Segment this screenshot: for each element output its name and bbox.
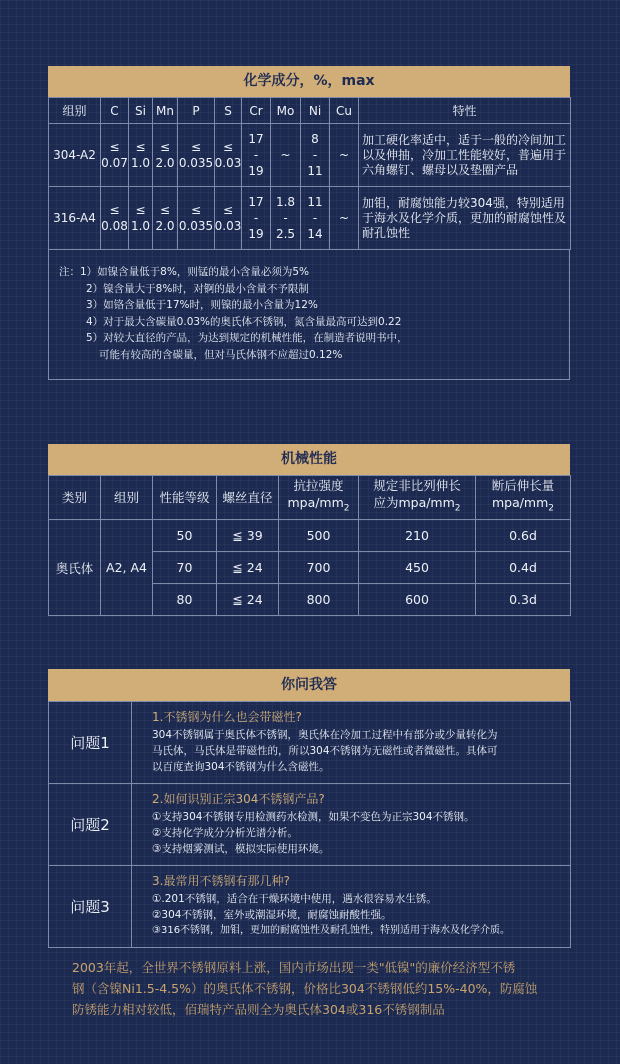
note-line: 5）对较大直径的产品，为达到规定的机械性能，在制造者说明书中，	[86, 332, 408, 344]
mech-header-type: 类别	[49, 476, 101, 520]
chem-val: 8	[311, 132, 319, 146]
mech-grade: 80	[153, 584, 217, 616]
chem-header-row	[49, 98, 571, 124]
mech-dia: ≦ 24	[217, 552, 279, 584]
chem-sym: ≤	[222, 140, 234, 154]
note-line: 注：1）如镍含量低于8%，则锰的最小含量必须为5%	[59, 266, 309, 278]
chem-property: 加钼，耐腐蚀能力较304强，特别适用于海水及化学介质，更加的耐腐蚀性及耐孔蚀性	[359, 187, 571, 250]
chem-sym: ≤	[109, 203, 120, 217]
mech-header-grade: 性能等级	[153, 476, 217, 520]
mech-header-elong: 断后伸长量 mpa/$mm_2$	[476, 476, 571, 520]
chem-val: 0.03	[214, 219, 242, 233]
footer-line: 2003年起，全世界不锈钢原料上涨，国内市场出现一类"低镍"的廉价经济型不锈	[72, 960, 516, 975]
chem-val: 1.8	[275, 195, 296, 209]
chem-sym: ≤	[135, 140, 146, 154]
chem-val: 14	[307, 227, 323, 241]
chem-val: 2.0	[155, 219, 175, 233]
chem-val: 0.03	[214, 156, 242, 170]
chem-sym: ≤	[135, 203, 146, 217]
chem-group: 304-A2	[49, 124, 101, 187]
mech-tensile: 800	[279, 584, 359, 616]
qa-label: 问题1	[49, 702, 132, 784]
footer-line: 钢（含镍Ni1.5-4.5%）的奥氏体不锈钢，价格比304不锈钢低约15%-40%，防腐蚀	[72, 981, 538, 996]
chem-val: 0.08	[101, 219, 128, 233]
qa-answer-line: ②支持化学成分分析光谱分析。	[152, 827, 298, 839]
qa-title: 你问我答	[48, 669, 570, 701]
qa-answer-line: 以百度查询304不锈钢为什么含磁性。	[152, 761, 330, 773]
mech-header-row	[49, 476, 571, 520]
chem-property: 加工硬化率适中，适于一般的冷间加工以及伸抽，冷加工性能较好，普遍用于六角螺钉、螺母以及垫圈产品	[359, 124, 571, 187]
chem-row-304	[49, 124, 571, 187]
note-line: 4）对于最大含碳量0.03%的奥氏体不锈钢，氮含量最高可达到0.22	[86, 315, 402, 328]
chem-header: C	[101, 98, 129, 124]
chem-header: Cr	[242, 98, 271, 124]
qa-answer-line: 304不锈钢属于奥氏体不锈钢，奥氏体在冷加工过程中有部分或少量转化为	[152, 729, 498, 741]
chem-sym: ≤	[222, 203, 234, 217]
chem-sym: ≤	[159, 203, 171, 217]
chem-tilde: ~	[330, 187, 359, 250]
qa-row	[49, 866, 571, 948]
chem-header: 特性	[359, 98, 571, 124]
mech-title: 机械性能	[48, 444, 570, 475]
chem-notes	[48, 250, 570, 380]
chem-tilde: ~	[330, 124, 359, 187]
chem-header: Mn	[153, 98, 178, 124]
chem-val: 0.035	[178, 219, 214, 233]
mech-elong: 0.4d	[476, 552, 571, 584]
chem-dash: -	[312, 211, 318, 225]
chem-dash: -	[253, 148, 259, 162]
chem-val: 1.0	[130, 156, 151, 170]
footer-line: 防锈能力相对较低，佰瑞特产品则全为奥氏体304或316不锈钢制品	[72, 1002, 445, 1017]
qa-panel	[48, 669, 570, 948]
mech-table	[48, 475, 571, 616]
qa-answer-line: ②304不锈钢，室外或潮湿环境，耐腐蚀耐酸性强。	[152, 909, 392, 921]
chem-group: 316-A4	[49, 187, 101, 250]
chem-panel	[48, 66, 570, 380]
qa-row	[49, 784, 571, 866]
mech-grade: 70	[153, 552, 217, 584]
mech-header-tensile: 抗拉强度 mpa/$mm_2$	[279, 476, 359, 520]
chem-sym: ≤	[190, 140, 202, 154]
chem-val: 0.07	[101, 156, 128, 170]
mech-header-group: 组别	[101, 476, 153, 520]
chem-val: 11	[307, 195, 323, 209]
mech-elong: 0.6d	[476, 520, 571, 552]
chem-val: 11	[307, 164, 323, 178]
mech-dia: ≦ 24	[217, 584, 279, 616]
mech-header-dia: 螺丝直径	[217, 476, 279, 520]
mech-header-yield: 规定非比列伸长 应为mpa/$mm_2$	[359, 476, 476, 520]
note-line: 2）镍含量大于8%时，对锕的最小含量不予限制	[86, 282, 309, 295]
chem-header: Mo	[271, 98, 301, 124]
chem-header: Cu	[330, 98, 359, 124]
chem-dash: -	[283, 211, 288, 225]
mech-elong: 0.3d	[476, 584, 571, 616]
chem-tilde: ~	[271, 124, 301, 187]
chem-val: 17	[248, 132, 264, 146]
qa-question: 1.不锈钢为什么也会带磁性?	[152, 710, 302, 724]
mech-yield: 450	[359, 552, 476, 584]
chem-val: 2.5	[275, 227, 296, 241]
qa-answer-line: ③316不锈钢，加钼，更加的耐腐蚀性及耐孔蚀性，特别适用于海水及化学介质。	[152, 925, 511, 936]
mech-group: A2, A4	[101, 520, 153, 616]
chem-val: 19	[248, 164, 264, 178]
qa-answer-line: ①.201不锈钢，适合在干燥环境中使用，遇水很容易水生锈。	[152, 893, 437, 905]
chem-val: 1.0	[130, 219, 151, 233]
qa-answer	[132, 702, 571, 784]
mech-tensile: 500	[279, 520, 359, 552]
chem-sym: ≤	[159, 140, 171, 154]
qa-question: 2.如何识别正宗304不锈钢产品?	[152, 792, 325, 806]
qa-question: 3.最常用不锈钢有那几种?	[152, 874, 290, 888]
mech-dia: ≦ 39	[217, 520, 279, 552]
mech-tensile: 700	[279, 552, 359, 584]
mech-type: 奥氏体	[49, 520, 101, 616]
mech-yield: 600	[359, 584, 476, 616]
mech-panel	[48, 444, 570, 616]
chem-title: 化学成分，%，max	[48, 66, 570, 97]
chem-val: 0.035	[178, 156, 214, 170]
chem-header: P	[178, 98, 215, 124]
chem-header: Si	[129, 98, 153, 124]
chem-val: 17	[248, 195, 264, 209]
qa-answer-line: ③支持烟雾测试，模拟实际使用环境。	[152, 843, 330, 855]
chem-header: 组别	[49, 98, 101, 124]
mech-grade: 50	[153, 520, 217, 552]
chem-val: 19	[248, 227, 264, 241]
qa-answer	[132, 866, 571, 948]
qa-row	[49, 702, 571, 784]
chem-table	[48, 97, 571, 250]
chem-row-316	[49, 187, 571, 250]
chem-header: S	[215, 98, 242, 124]
chem-header: Ni	[301, 98, 330, 124]
chem-sym: ≤	[190, 203, 202, 217]
qa-answer-line: 马氏体，马氏体是带磁性的，所以304不锈钢为无磁性或者微磁性。具体可	[152, 745, 498, 757]
note-line: 可能有较高的含碳量，但对马氏体钢不应超过0.12%	[99, 348, 343, 361]
chem-val: 2.0	[155, 156, 175, 170]
qa-answer-line: ①支持304不锈钢专用检测药水检测，如果不变色为正宗304不锈钢。	[152, 811, 475, 823]
mech-yield: 210	[359, 520, 476, 552]
chem-dash: -	[253, 211, 259, 225]
chem-sym: ≤	[109, 140, 120, 154]
qa-label: 问题2	[49, 784, 132, 866]
qa-answer	[132, 784, 571, 866]
qa-table	[48, 701, 571, 948]
mech-row	[49, 520, 571, 552]
chem-dash: -	[312, 148, 318, 162]
footer-note	[48, 950, 570, 1020]
note-line: 3）如铬含量低于17%时，则镍的最小含量为12%	[86, 299, 318, 311]
qa-label: 问题3	[49, 866, 132, 948]
